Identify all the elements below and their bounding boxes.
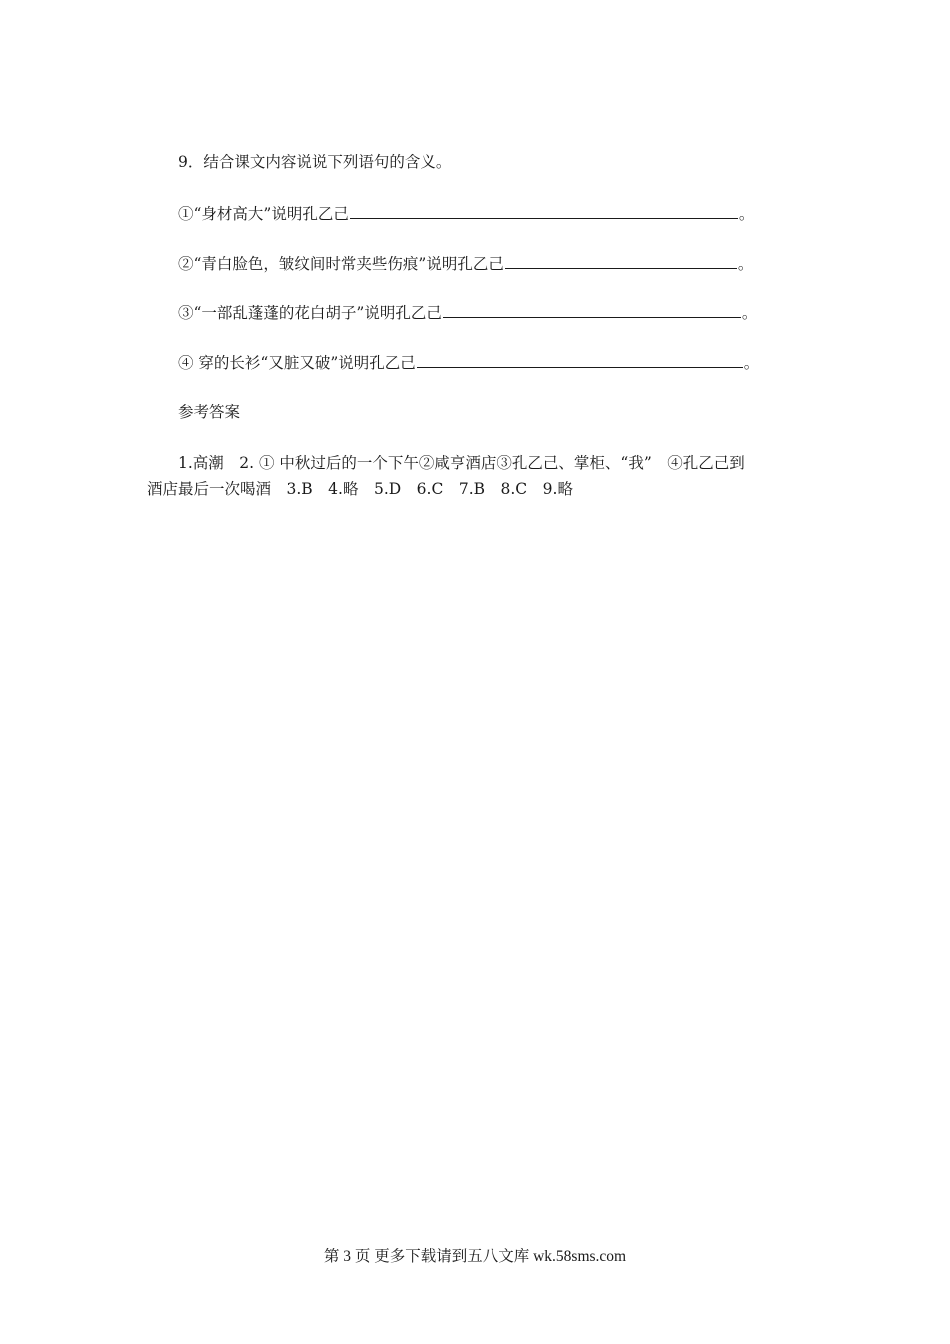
item-4-text: ④ 穿的长衫“又脏又破”说明孔乙己 [178,354,416,372]
answer-blank-3 [443,302,741,318]
question-item-1 [178,203,754,224]
page-footer: 第 3 页 更多下载请到五八文库 wk.58sms.com [323,1248,627,1265]
item-3-text: ③“一部乱蓬蓬的花白胡子”说明孔乙己 [178,304,442,322]
item-3-end: 。 [741,304,758,322]
item-1-end: 。 [738,205,755,223]
question-item-3 [178,302,757,323]
answers-line-1: 1.高潮 2. ① 中秋过后的一个下午②咸亨酒店③孔乙己、掌柜、“我” ④孔乙己到 [178,454,745,472]
item-4-end: 。 [743,354,760,372]
answer-blank-2 [505,253,737,269]
answers-line-2: 酒店最后一次喝酒 3.B 4.略 5.D 6.C 7.B 8.C 9.略 [147,480,573,498]
answer-blank-1 [350,203,738,219]
answers-heading: 参考答案 [178,403,241,421]
item-1-text: ①“身材高大”说明孔乙己 [178,205,349,223]
question-item-2 [178,253,753,274]
answer-blank-4 [417,352,743,368]
question-title: 9．结合课文内容说说下列语句的含义。 [178,153,452,171]
item-2-end: 。 [737,255,754,273]
question-item-4 [178,352,759,373]
item-2-text: ②“青白脸色，皱纹间时常夹些伤痕”说明孔乙己 [178,255,504,273]
